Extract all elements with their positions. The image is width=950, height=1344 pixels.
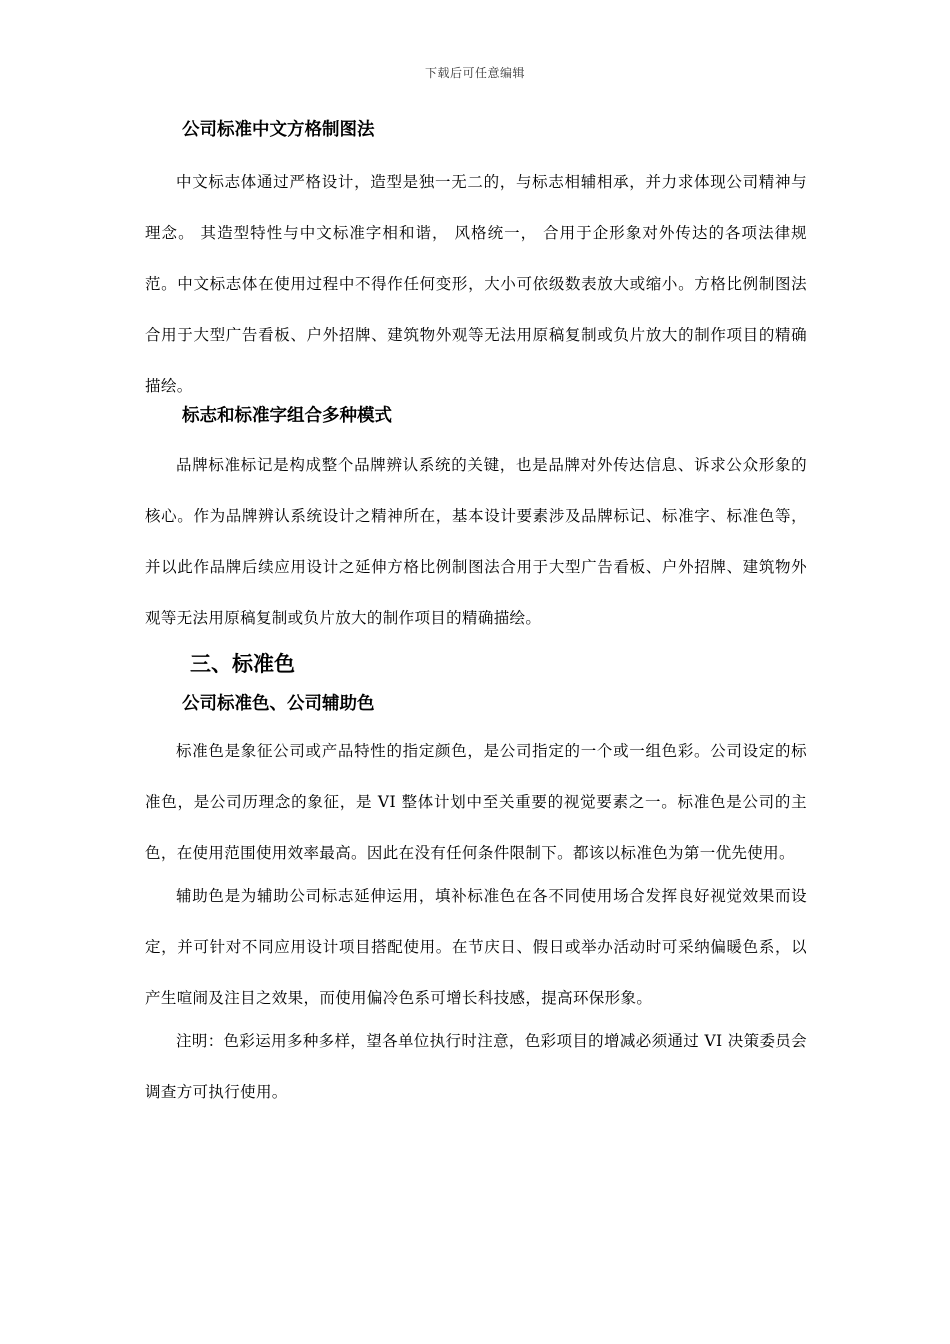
section-paragraph: 品牌标准标记是构成整个品牌辨认系统的关键，也是品牌对外传达信息、诉求公众形象的核心。作为品牌辨认系统设计之精神所在，基本设计要素涉及品牌标记、标准字、标准色等，并以此作品牌后续应用设计之延伸方格比例制图法合用于大型广告看板、户外招牌、建筑物外观等无法用原稿复制或负片放大的制作项目的精确描绘。	[145, 456, 807, 627]
section-heading: 标志和标准字组合多种模式	[182, 406, 392, 426]
standard-color-paragraph: 标准色是象征公司或产品特性的指定颜色，是公司指定的一个或一组色彩。公司设定的标准色，是公司历理念的象征，是 VI 整体计划中至关重要的视觉要素之一。标准色是公司的主色，在使用范围使用效率最高。因此在没有任何条件限制下。都该以标准色为第一优先使用。	[145, 742, 807, 862]
section-chinese-grid	[145, 118, 807, 412]
auxiliary-color-paragraph: 辅助色是为辅助公司标志延伸运用，填补标准色在各不同使用场合发挥良好视觉效果而设定，并可针对不同应用设计项目搭配使用。在节庆日、假日或举办活动时可采纳偏暖色系，以产生喧闹及注目之效果，而使用偏冷色系可增长科技感，提高环保形象。	[145, 887, 807, 1007]
section-standard-color	[145, 692, 807, 1118]
header-note: 下载后可任意编辑	[424, 66, 525, 80]
color-note-paragraph: 注明：色彩运用多种多样，望各单位执行时注意，色彩项目的增减必须通过 VI 决策委员会调查方可执行使用。	[145, 1032, 807, 1101]
section-paragraph: 中文标志体通过严格设计，造型是独一无二的，与标志相辅相承，并力求体现公司精神与理念。 其造型特性与中文标准字相和谐， 风格统一， 合用于企形象对外传达的各项法律规范。中文标志体在使用过程中不得作任何变形，大小可依级数表放大或缩小。方格比例制图法合用于大型广告看板、户外招牌、建筑物外观等无法用原稿复制或负片放大的制作项目的精确描绘。	[145, 173, 807, 395]
chapter-title: 三、标准色	[190, 652, 295, 676]
section-heading: 公司标准色、公司辅助色	[182, 694, 375, 714]
section-heading: 公司标准中文方格制图法	[182, 120, 375, 140]
section-logo-combination	[145, 404, 807, 644]
document-body	[145, 118, 807, 1118]
